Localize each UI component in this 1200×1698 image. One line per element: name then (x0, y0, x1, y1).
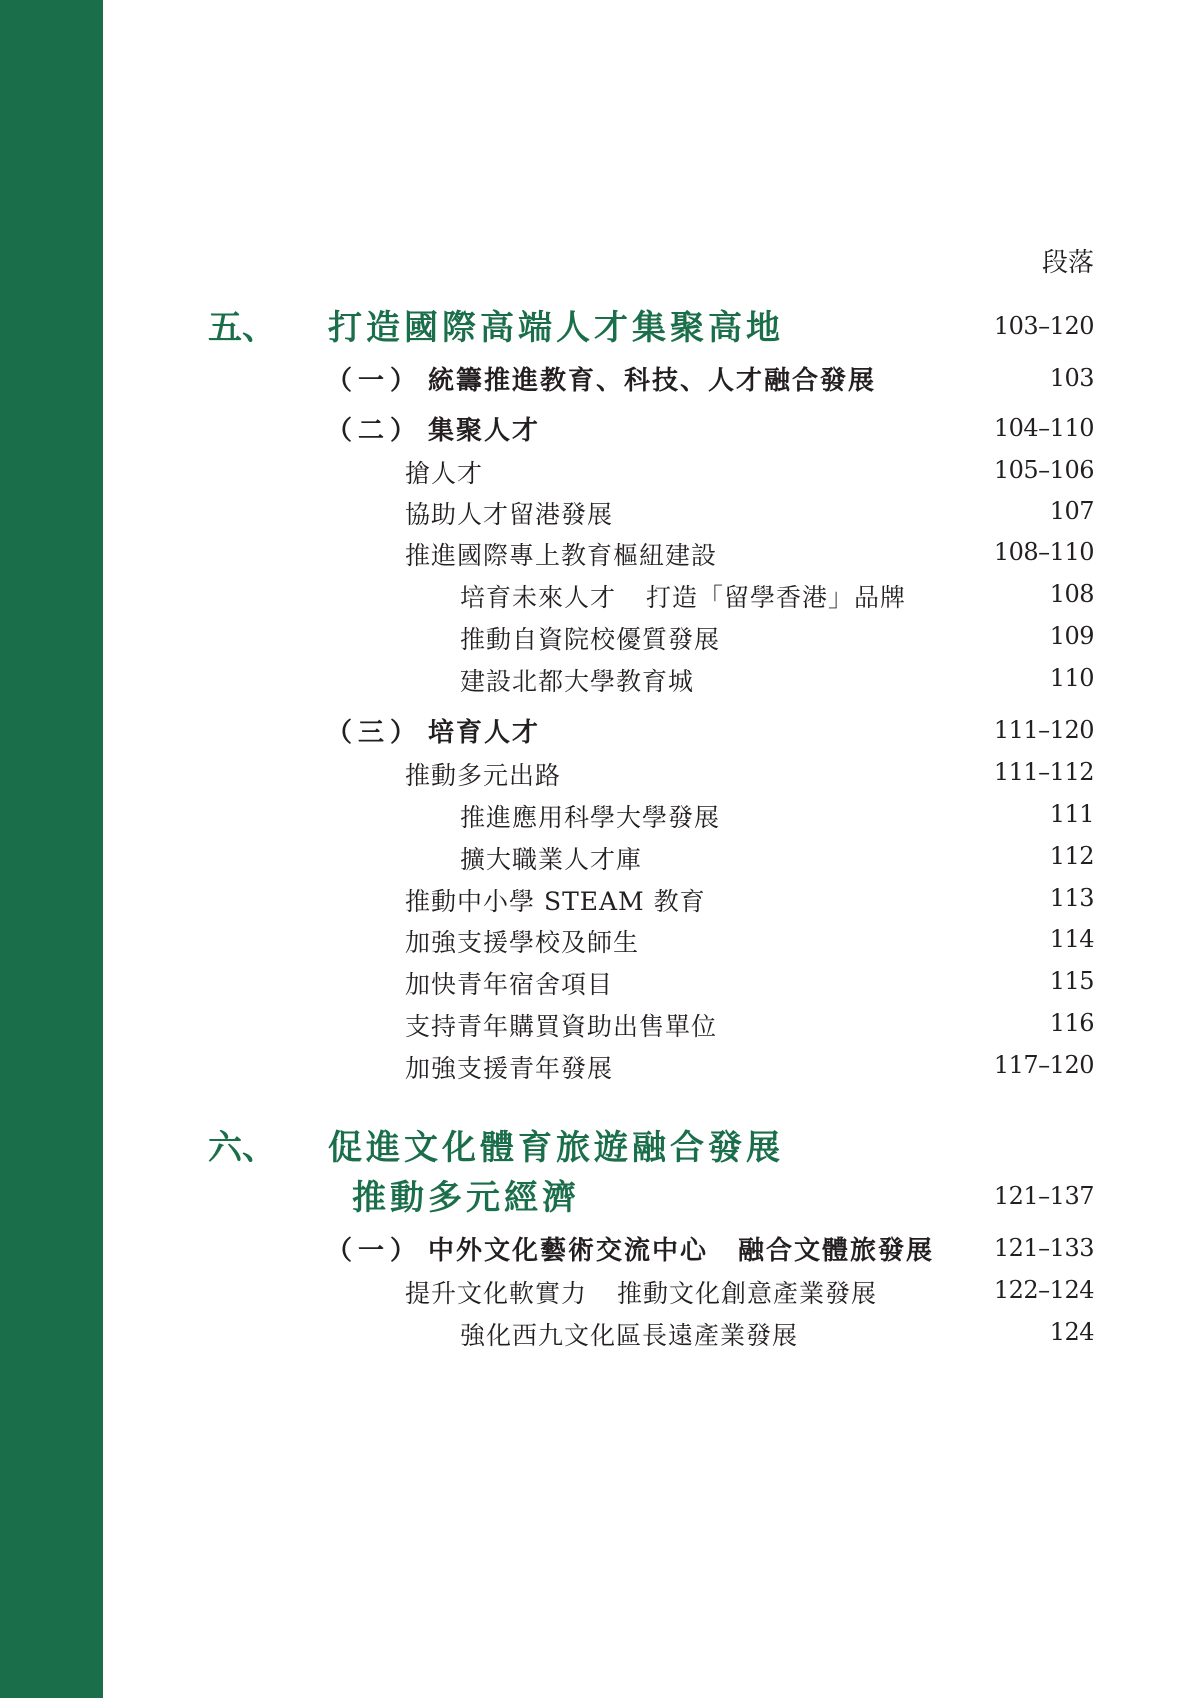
entry-pages: 111 (1049, 800, 1094, 828)
entry-text (460, 578, 906, 614)
entry-text: 加強支援青年發展 (405, 1054, 614, 1083)
entry-pages: 121–133 (993, 1234, 1094, 1262)
entry-text: 支持青年購買資助出售單位 (405, 1012, 718, 1041)
entry-text: 加強支援學校及師生 (405, 928, 640, 957)
chapter-title: 促進文化體育旅遊融合發展 (328, 1128, 784, 1168)
chapter-pages: 121–137 (993, 1182, 1094, 1210)
entry-pages: 116 (1049, 1009, 1094, 1037)
entry-text: 協助人才留港發展 (405, 500, 614, 529)
entry-pages: 124 (1049, 1318, 1094, 1346)
section-label (326, 1230, 934, 1267)
section-text-part-b: 融合文體旅發展 (738, 1236, 935, 1266)
section-label (326, 360, 876, 397)
chapter-number: 五、 (208, 308, 276, 348)
entry-pages: 111–112 (993, 758, 1094, 786)
section-number: （二） (326, 416, 423, 446)
chapter-title-line2: 推動多元經濟 (352, 1178, 580, 1218)
section-number: （一） (326, 366, 423, 396)
entry-pages: 103 (1049, 364, 1094, 392)
entry-text: 搶人才 (405, 459, 484, 488)
entry-text-part-b: 推動文化創意產業發展 (617, 1279, 878, 1308)
entry-pages: 108 (1049, 580, 1094, 608)
chapter-number: 六、 (208, 1128, 276, 1168)
entry-pages: 113 (1049, 884, 1094, 912)
entry-pages: 111–120 (993, 716, 1094, 744)
section-number: （一） (326, 1236, 423, 1266)
entry-text (405, 1274, 877, 1310)
section-text: 培育人才 (428, 718, 541, 748)
entry-pages: 112 (1049, 842, 1094, 870)
entry-text: 加快青年宿舍項目 (405, 970, 614, 999)
entry-text: 推動自資院校優質發展 (460, 625, 721, 654)
section-label (326, 712, 540, 749)
entry-text: 擴大職業人才庫 (460, 845, 643, 874)
entry-pages: 110 (1049, 664, 1094, 692)
entry-text: 推進國際專上教育樞紐建設 (405, 541, 718, 570)
entry-text: 建設北都大學教育城 (460, 667, 695, 696)
entry-text: 強化西九文化區長遠產業發展 (460, 1321, 799, 1350)
entry-pages: 105–106 (993, 456, 1094, 484)
entry-text-part-a: 提升文化軟實力 (405, 1279, 588, 1308)
chapter-pages: 103–120 (993, 312, 1094, 340)
entry-pages: 107 (1049, 497, 1094, 525)
column-header-paragraphs: 段落 (1041, 248, 1094, 278)
entry-pages: 115 (1049, 967, 1094, 995)
section-label (326, 410, 540, 447)
entry-pages: 108–110 (993, 538, 1094, 566)
entry-pages: 117–120 (993, 1051, 1094, 1079)
chapter-title: 打造國際高端人才集聚高地 (328, 308, 784, 348)
section-number: （三） (326, 718, 423, 748)
section-text: 集聚人才 (428, 416, 541, 446)
entry-pages: 122–124 (993, 1276, 1094, 1304)
green-side-band (0, 0, 103, 1698)
entry-text-part-a: 培育未來人才 (460, 583, 617, 612)
entry-text: 推動多元出路 (405, 761, 562, 790)
entry-text: 推動中小學 STEAM 教育 (405, 887, 706, 916)
entry-text: 推進應用科學大學發展 (460, 803, 721, 832)
section-text-part-a: 中外文化藝術交流中心 (428, 1236, 709, 1266)
entry-pages: 104–110 (993, 414, 1094, 442)
section-text: 統籌推進教育、科技、人才融合發展 (428, 366, 877, 396)
entry-text-part-b: 打造「留學香港」品牌 (646, 583, 907, 612)
entry-pages: 114 (1049, 925, 1094, 953)
entry-pages: 109 (1049, 622, 1094, 650)
